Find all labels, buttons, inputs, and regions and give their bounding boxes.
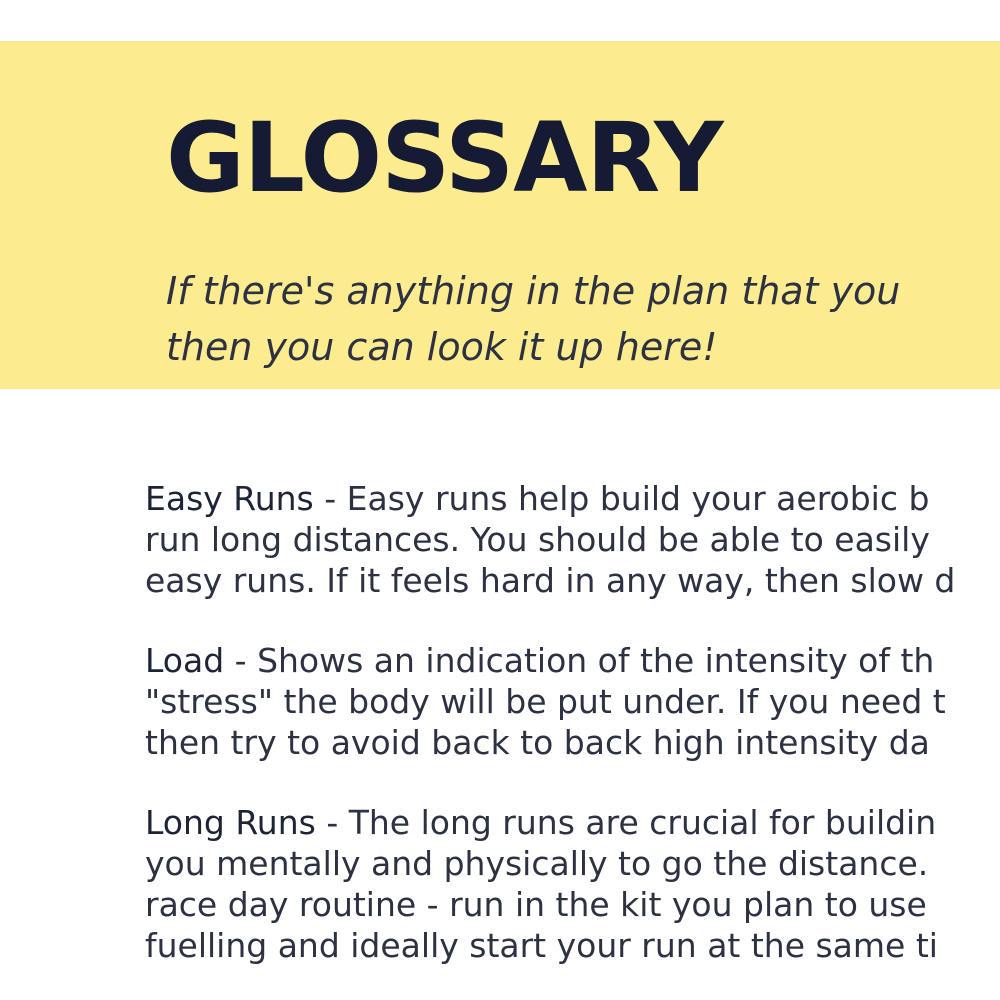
entry-term: Long Runs (145, 803, 316, 842)
entry-dash: - (313, 479, 347, 518)
entry-term: Easy Runs (145, 479, 314, 518)
entry-text: run long distances. You should be able to easily (145, 520, 930, 559)
entry-term: Load (145, 641, 225, 680)
header-banner (0, 41, 1000, 389)
entry-text: Easy runs help build your aerobic b (346, 479, 930, 518)
glossary-entry-long-runs (145, 802, 1000, 966)
entry-text: fuelling and ideally start your run at the same ti (145, 926, 938, 965)
entry-text: "stress" the body will be put under. If you need t (145, 682, 946, 721)
entry-text: race day routine - run in the kit you plan to use (145, 885, 927, 924)
entry-dash: - (224, 641, 258, 680)
entry-dash: - (315, 803, 349, 842)
entry-text: then try to avoid back to back high intensity da (145, 723, 930, 762)
entry-first-line (145, 802, 1000, 843)
subtitle-line: then you can look it up here! (166, 325, 718, 369)
entry-text: you mentally and physically to go the distance. (145, 844, 929, 883)
entry-text: easy runs. If it feels hard in any way, then slow d (145, 561, 956, 600)
glossary-entry-load (145, 640, 1000, 763)
entry-text: The long runs are crucial for buildin (348, 803, 937, 842)
subtitle-line: If there's anything in the plan that you (166, 269, 901, 313)
glossary-entry-easy-runs (145, 478, 1000, 601)
entry-text: Shows an indication of the intensity of th (257, 641, 935, 680)
page-title: GLOSSARY (166, 102, 723, 214)
entry-first-line (145, 640, 1000, 681)
page-subtitle (166, 263, 1000, 375)
entry-first-line (145, 478, 1000, 519)
glossary-entries (145, 478, 1000, 966)
